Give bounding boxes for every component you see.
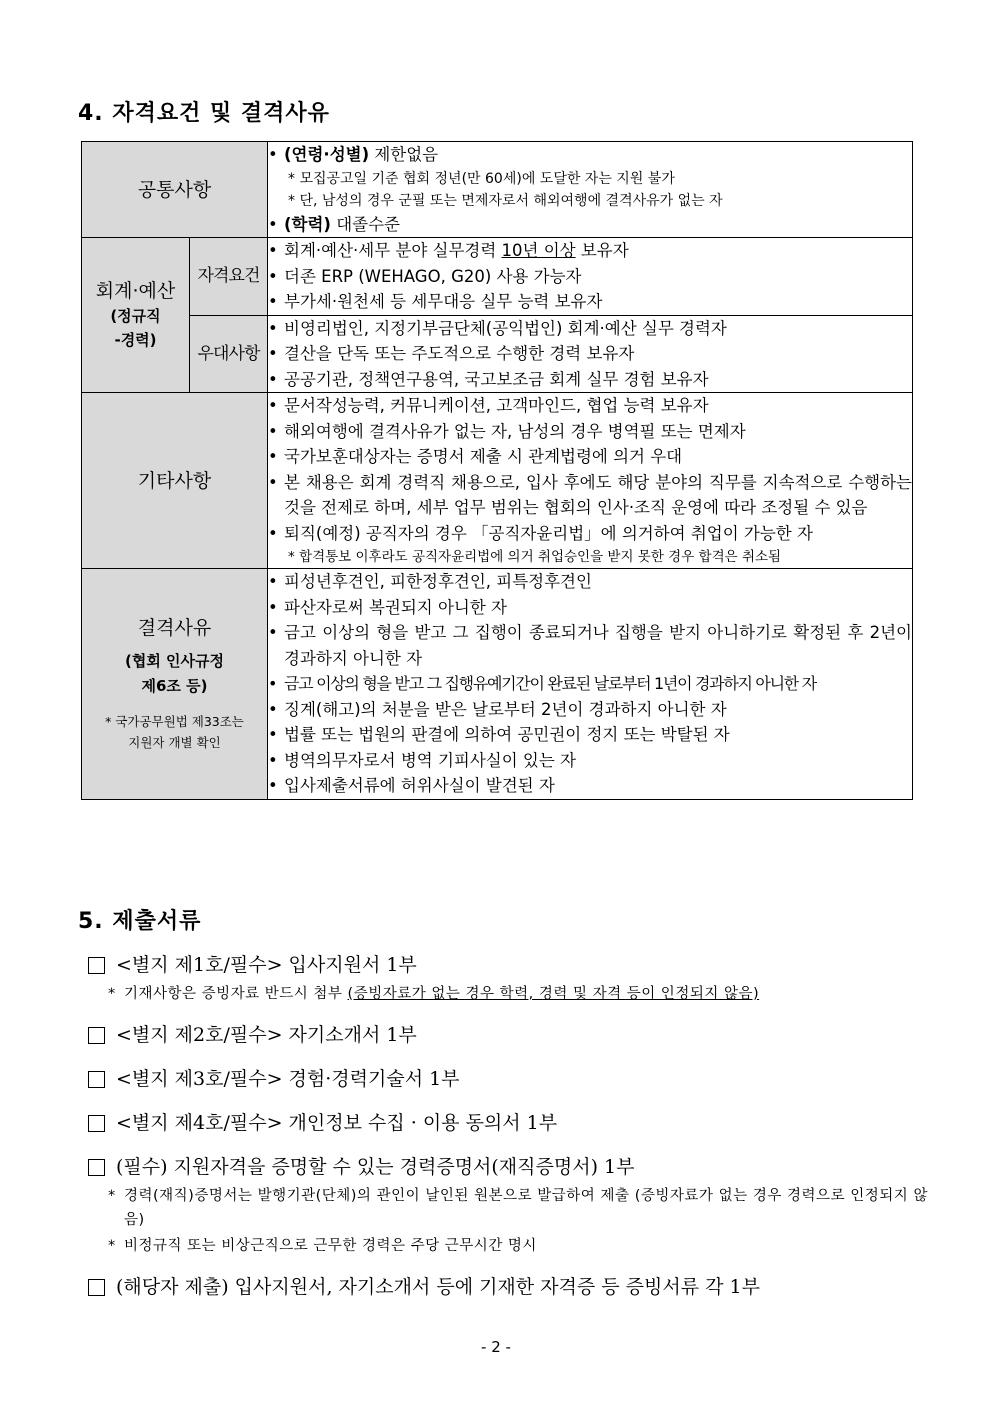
page-number: - 2 - [481,1338,511,1356]
document-note: * 기재사항은 증빙자료 반드시 첨부 (증빙자료가 없는 경우 학력, 경력 및 자격 등이 인정되지 않음) [108,986,760,1002]
other-content [268,393,913,569]
document-item: <별지 제4호/필수> 개인정보 수집 · 이용 동의서 1부 [88,1108,928,1138]
preference-header: 우대사항 [190,315,268,393]
list-item: • 비영리법인, 지정기부금단체(공익법인) 회계·예산 실무 경력자 [268,318,727,338]
qualification-header: 자격요건 [190,238,268,316]
document-item: <별지 제1호/필수> 입사지원서 1부 [88,950,928,980]
note: * 모집공고일 기준 협회 정년(만 60세)에 도달한 자는 지원 불가 [288,170,675,187]
list-item: • 부가세·원천세 등 세무대응 실무 능력 보유자 [268,292,603,311]
document-note: * 경력(재직)증명서는 발행기관(단체)의 관인이 날인된 원본으로 발급하여 제출 (증빙자료가 없는 경우 경력으로 인정되지 않음) [108,1188,928,1228]
list-item: • 문서작성능력, 커뮤니케이션, 고객마인드, 협업 능력 보유자 [268,396,709,415]
list-item: • 결산을 단독 또는 주도적으로 수행한 경력 보유자 [268,344,635,363]
accounting-header: 회계·예산 (정규직 -경력) [82,238,190,393]
list-item: • 더존 ERP (WEHAGO, G20) 사용 가능자 [268,266,582,286]
common-content [268,142,913,238]
common-label: 공통사항 [137,178,212,201]
section-4-title: 4. 자격요건 및 결격사유 [78,101,330,126]
list-item: • 병역의무자로서 병역 기피사실이 있는 자 [268,750,576,770]
document-list [88,950,928,1302]
list-item: • 징계(해고)의 처분을 받은 날로부터 2년이 경과하지 아니한 자 [268,699,727,719]
list-item: • 회계·예산·세무 분야 실무경력 10년 이상 보유자 [268,241,629,260]
document-item: <별지 제2호/필수> 자기소개서 1부 [88,1020,928,1050]
accounting-pref-row [82,315,913,393]
list-item: • 해외여행에 결격사유가 없는 자, 남성의 경우 병역필 또는 면제자 [268,421,746,441]
disqualification-content [268,569,913,800]
disqualification-row [82,569,913,800]
checkbox-icon [88,1279,105,1296]
accounting-req-row [82,238,913,316]
list-item: • (연령·성별) 제한없음 [268,145,439,164]
list-item: • 퇴직(예정) 공직자의 경우 「공직자윤리법」에 의거하여 취업이 가능한 자 [268,523,813,543]
note: * 단, 남성의 경우 군필 또는 면제자로서 해외여행에 결격사유가 없는 자 [288,192,723,209]
list-item: • 국가보훈대상자는 증명서 제출 시 관계법령에 의거 우대 [268,447,683,466]
checkbox-icon [88,1159,105,1176]
document-item: (필수) 지원자격을 증명할 수 있는 경력증명서(재직증명서) 1부 [88,1152,928,1182]
requirements-table [81,141,913,800]
checkbox-icon [88,1071,105,1088]
qualification-content [268,238,913,316]
list-item: • 본 채용은 회계 경력직 채용으로, 입사 후에도 해당 분야의 직무를 지속적으로 수행하는 것을 전제로 하며, 세부 업무 범위는 협회의 인사·조직 운영에 따라 조정될 수 있음 [268,472,912,517]
list-item: • 금고 이상의 형을 받고 그 집행유예기간이 완료된 날로부터 1년이 경과하지 아니한 자 [268,674,816,693]
common-row [82,142,913,238]
other-header: 기타사항 [82,393,268,569]
preference-content [268,315,913,393]
list-item: • 법률 또는 법원의 판결에 의하여 공민권이 정지 또는 박탈된 자 [268,725,730,744]
document-note: * 비정규직 또는 비상근직으로 근무한 경력은 주당 근무시간 명시 [108,1238,537,1254]
checkbox-icon [88,1115,105,1132]
section-5-title: 5. 제출서류 [78,909,202,934]
list-item: • (학력) 대졸수준 [268,214,400,234]
list-item: • 금고 이상의 형을 받고 그 집행이 종료되거나 집행을 받지 아니하기로 확정된 후 2년이 경과하지 아니한 자 [268,623,912,668]
list-item: • 피성년후견인, 피한정후견인, 피특정후견인 [268,572,592,591]
note: * 합격통보 이후라도 공직자윤리법에 의거 취업승인을 받지 못한 경우 합격은 취소됨 [288,549,782,565]
other-row [82,393,913,569]
disqualification-header: 결격사유 (협회 인사규정 제6조 등) * 국가공무원법 제33조는 지원자 개별 확인 [82,569,268,800]
list-item: • 파산자로써 복권되지 아니한 자 [268,597,507,617]
document-item: <별지 제3호/필수> 경험·경력기술서 1부 [88,1064,928,1094]
common-header [82,142,268,238]
document-item: (해당자 제출) 입사지원서, 자기소개서 등에 기재한 자격증 등 증빙서류 각 1부 [88,1272,928,1302]
list-item: • 입사제출서류에 허위사실이 발견된 자 [268,776,555,795]
checkbox-icon [88,957,105,974]
list-item: • 공공기관, 정책연구용역, 국고보조금 회계 실무 경험 보유자 [268,369,709,389]
checkbox-icon [88,1027,105,1044]
